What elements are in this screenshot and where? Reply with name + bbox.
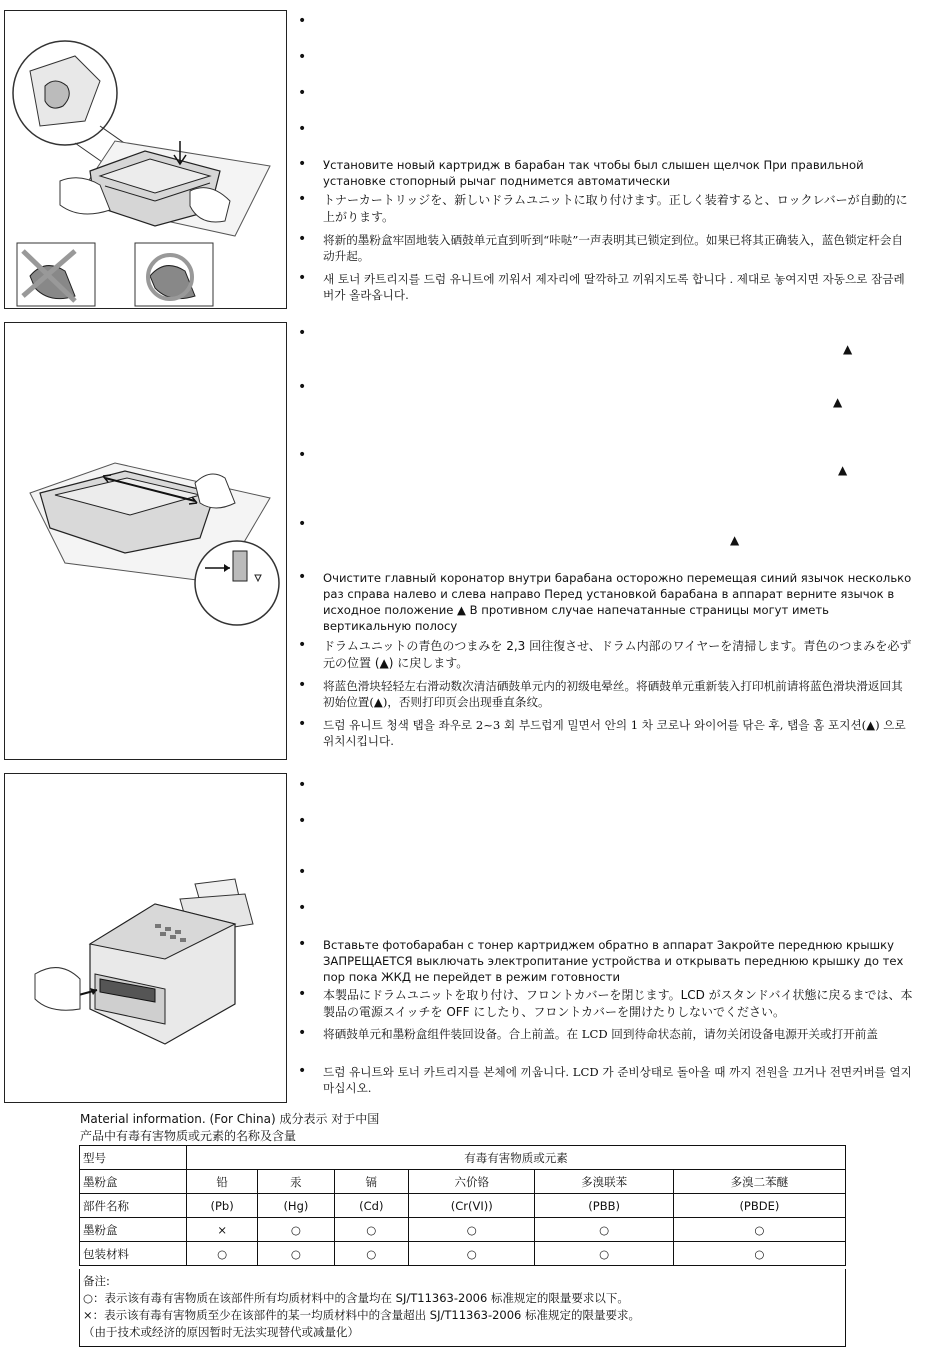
table-cell: 六价铬 <box>409 1170 535 1194</box>
bullet-dot: • <box>298 637 307 653</box>
table-row <box>80 1170 846 1194</box>
table-cell: 多溴二苯醚 <box>673 1170 845 1194</box>
table-cell: ○ <box>334 1218 408 1242</box>
bullet-dot: • <box>298 121 307 137</box>
bullet-text-ja: トナーカートリッジを、新しいドラムユニットに取り付けます。正しく装着すると、ロックレバーが自動的に上がります。 <box>323 193 908 224</box>
table-cell: ○ <box>187 1242 258 1266</box>
bullet-dot: • <box>298 13 307 29</box>
bullet-text-ja: 本製品にドラムユニットを取り付け、フロントカバーを閉じます。LCD がスタンドバイ状態に戻るまでは、本製品の電源スイッチを OFF にしたり、フロントカバーを開けたりしないでください。 <box>323 988 913 1019</box>
home-position-triangle: ▲ <box>833 395 843 409</box>
bullet-dot: • <box>298 813 307 829</box>
table-cell: 多溴联苯 <box>535 1170 673 1194</box>
corona-wire-cleaning-illustration <box>5 323 286 759</box>
table-cell: 铅 <box>187 1170 258 1194</box>
note-line: 备注: <box>83 1274 110 1288</box>
bullet-dot: • <box>298 936 307 952</box>
table-cell: ○ <box>535 1218 673 1242</box>
table-cell: ○ <box>258 1218 334 1242</box>
bullet-dot: • <box>298 864 307 880</box>
bullet-dot: • <box>298 49 307 65</box>
bullet-text-ko: 드럼 유니트 청색 탭을 좌우로 2~3 회 부드럽게 밀면서 안의 1 차 코로나 와이어를 닦은 후, 탭을 홈 포지션(▲) 으로 위치시킵니다. <box>323 718 906 748</box>
bullet-dot: • <box>298 156 307 172</box>
table-cell: ○ <box>673 1242 845 1266</box>
illustration-panel-1 <box>4 10 287 309</box>
toner-install-illustration <box>5 11 286 308</box>
bullet-dot: • <box>298 569 307 585</box>
note-line: （由于技术或经济的原因暂时无法实现替代或减量化） <box>83 1325 359 1339</box>
note-line: ×：表示该有毒有害物质至少在该部件的某一均质材料中的含量超出 SJ/T11363-2006 标准规定的限量要求。 <box>83 1308 641 1322</box>
bullet-dot: • <box>298 716 307 732</box>
bullet-text-ru: Установите новый картридж в барабан так чтобы был слышен щелчок При правильной установке стопорный рычаг поднимется автоматически <box>323 158 864 188</box>
illustration-panel-2 <box>4 322 287 760</box>
note-line: ○：表示该有毒有害物质在该部件所有均质材料中的含量均在 SJ/T11363-2006 标准规定的限量要求以下。 <box>83 1291 629 1305</box>
table-cell: × <box>187 1218 258 1242</box>
table-row <box>80 1242 846 1266</box>
table-cell: ○ <box>334 1242 408 1266</box>
table-cell: 包装材料 <box>80 1242 187 1266</box>
bullet-dot: • <box>298 379 307 395</box>
table-cell: (Cd) <box>334 1194 408 1218</box>
material-heading: Material information. (For China) 成分表示 对于中国 <box>80 1112 380 1126</box>
bullet-dot: • <box>298 231 307 247</box>
table-notes <box>79 1269 846 1347</box>
table-row <box>80 1194 846 1218</box>
bullet-dot: • <box>298 191 307 207</box>
table-cell: (PBDE) <box>673 1194 845 1218</box>
table-cell: 型号 <box>80 1146 187 1170</box>
bullet-text-ko: 드럼 유니트와 토너 카트리지를 본체에 끼웁니다. LCD 가 준비상태로 돌아올 때 까지 전원을 끄거나 전면커버를 열지 마십시오. <box>323 1065 912 1095</box>
home-position-triangle: ▲ <box>838 463 848 477</box>
bullet-dot: • <box>298 85 307 101</box>
table-cell: ○ <box>673 1218 845 1242</box>
bullet-dot: • <box>298 516 307 532</box>
bullet-text-zh: 将新的墨粉盒牢固地装入硒鼓单元直到听到“咔哒”一声表明其已锁定到位。如果已将其正确装入，蓝色锁定杆会自动升起。 <box>323 233 903 263</box>
table-cell: ○ <box>409 1218 535 1242</box>
home-position-triangle: ▲ <box>843 342 853 356</box>
home-position-triangle: ▲ <box>730 533 740 547</box>
table-cell: 汞 <box>258 1170 334 1194</box>
table-cell: ○ <box>409 1242 535 1266</box>
machine-reinsert-illustration <box>5 774 286 1102</box>
table-cell: ○ <box>535 1242 673 1266</box>
bullet-dot: • <box>298 325 307 341</box>
bullet-dot: • <box>298 986 307 1002</box>
table-cell: 墨粉盒 <box>80 1218 187 1242</box>
table-row <box>80 1218 846 1242</box>
bullet-dot: • <box>298 900 307 916</box>
bullet-text-ko: 새 토너 카트리지를 드럼 유니트에 끼워서 제자리에 딸깍하고 끼워지도록 합니다 . 제대로 놓여지면 자동으로 잠금레버가 올라옵니다. <box>323 272 905 302</box>
table-cell: (Hg) <box>258 1194 334 1218</box>
bullet-dot: • <box>298 777 307 793</box>
table-cell: 有毒有害物质或元素 <box>187 1146 846 1170</box>
bullet-text-ru: Очистите главный коронатор внутри барабана осторожно перемещая синий язычок несколько раз справа налево и слева направо Перед установкой барабана в аппарат верните язычок в исходное положение ▲ В противном случае напечатанные страницы могут иметь вертикальную полосу <box>323 571 912 633</box>
bullet-dot: • <box>298 1025 307 1041</box>
table-cell: (Pb) <box>187 1194 258 1218</box>
bullet-dot: • <box>298 447 307 463</box>
bullet-text-zh: 将硒鼓单元和墨粉盒组件装回设备。合上前盖。在 LCD 回到待命状态前，请勿关闭设备电源开关或打开前盖 <box>323 1027 878 1041</box>
table-cell: (PBB) <box>535 1194 673 1218</box>
material-subheading: 产品中有毒有害物质或元素的名称及含量 <box>80 1129 297 1143</box>
bullet-text-zh: 将蓝色滑块轻轻左右滑动数次清洁硒鼓单元内的初级电晕丝。将硒鼓单元重新装入打印机前请将蓝色滑块滑返回其初始位置(▲)，否则打印页会出现垂直条纹。 <box>323 679 903 709</box>
table-row <box>80 1146 846 1170</box>
bullet-dot: • <box>298 270 307 286</box>
table-cell: (Cr(VI)) <box>409 1194 535 1218</box>
table-cell: 部件名称 <box>80 1194 187 1218</box>
bullet-text-ru: Вставьте фотобарабан с тонер картриджем обратно в аппарат Закройте переднюю крышку ЗАПРЕЩАЕТСЯ выключать электропитание устройства и открывать переднюю крышку до тех пор пока ЖКД не перейдет в режим готовности <box>323 938 904 984</box>
table-cell: 镉 <box>334 1170 408 1194</box>
table-cell: 墨粉盒 <box>80 1170 187 1194</box>
bullet-dot: • <box>298 1063 307 1079</box>
bullet-text-ja: ドラムユニットの青色のつまみを 2,3 回往復させ、ドラム内部のワイヤーを清掃します。青色のつまみを必ず元の位置 (▲) に戻します。 <box>323 639 912 670</box>
bullet-dot: • <box>298 677 307 693</box>
table-cell: ○ <box>258 1242 334 1266</box>
illustration-panel-3 <box>4 773 287 1103</box>
hazardous-substances-table <box>79 1145 846 1266</box>
